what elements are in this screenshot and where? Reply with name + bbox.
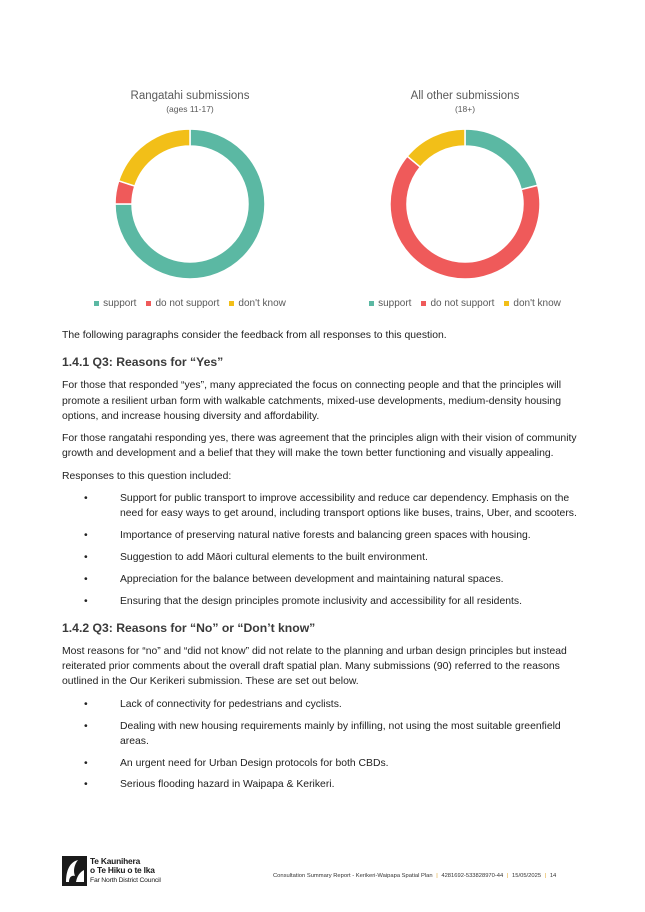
list-item-text: Lack of connectivity for pedestrians and cyclists. <box>120 698 342 710</box>
bullet-icon: • <box>84 551 88 563</box>
list-item <box>62 594 592 609</box>
bullet-icon: • <box>84 779 88 791</box>
list-item <box>62 777 592 792</box>
page-footer <box>0 850 645 900</box>
footer-doc-info: Consultation Summary Report - Kerikeri-Waipapa Spatial Plan | 4281692-533828970-44 | 15/05/2025 | 14 <box>273 873 557 879</box>
intro-paragraph: The following paragraphs consider the feedback from all responses to this question. <box>62 330 447 341</box>
bullet-icon: • <box>84 573 88 585</box>
chart-title: Rangatahi submissions <box>130 90 250 102</box>
list-item <box>62 550 592 565</box>
list-item <box>62 697 592 712</box>
section-heading-no: 1.4.2 Q3: Reasons for “No” or “Don’t know” <box>62 620 316 635</box>
list-item <box>62 756 592 771</box>
paragraph: For those that responded “yes”, many appreciated the focus on connecting people and that the principles will promote a resilient urban form with walkable catchments, mixed-use developments, medium-density housing options, and increase housing diversity and affordability. <box>62 380 562 422</box>
legend-swatch <box>229 301 234 306</box>
chart-all-other <box>335 90 595 309</box>
legend-item-do-not-support <box>146 298 219 309</box>
legend-label: don't know <box>238 298 286 309</box>
legend-swatch <box>146 301 151 306</box>
legend-item-support <box>369 298 411 309</box>
donut-chart-all-other <box>385 124 545 284</box>
legend-item-dont-know <box>229 298 286 309</box>
list-item-text: Importance of preserving natural native forests and balancing green spaces with housing. <box>120 530 531 542</box>
body-content <box>62 328 592 799</box>
list-item <box>62 528 592 543</box>
bullet-icon: • <box>84 595 88 607</box>
legend-label: don't know <box>513 298 561 309</box>
bullet-icon: • <box>84 720 88 732</box>
charts-row <box>0 90 645 330</box>
chart-rangatahi <box>60 90 320 309</box>
list-item <box>62 572 592 587</box>
chart-subtitle: (ages 11-17) <box>166 104 214 114</box>
list-item-text: An urgent need for Urban Design protocols for both CBDs. <box>120 757 389 769</box>
chart-subtitle: (18+) <box>454 104 476 114</box>
legend-label: do not support <box>430 298 495 309</box>
footer-date: 15/05/2025 <box>512 873 542 879</box>
bullet-list-yes <box>62 491 592 609</box>
chart-title: All other submissions <box>410 90 520 102</box>
council-logo <box>62 856 161 886</box>
legend-swatch <box>369 301 374 306</box>
list-item <box>62 491 592 522</box>
donut-slice-don-t-know <box>407 129 465 167</box>
bullet-icon: • <box>84 698 88 710</box>
donut-slice-don-t-know <box>119 129 190 186</box>
bullet-icon: • <box>84 757 88 769</box>
paragraph: For those rangatahi responding yes, there was agreement that the principles align with their vision of community growth and development and a belief that they will make the town better functioning and visually appealing. <box>62 433 577 460</box>
council-logo-text <box>90 857 161 886</box>
bullet-icon: • <box>84 493 88 505</box>
logo-line: Far North District Council <box>90 876 161 884</box>
legend-swatch <box>421 301 426 306</box>
bullet-icon: • <box>84 530 88 542</box>
chart-legend <box>60 298 320 309</box>
legend-swatch <box>504 301 509 306</box>
legend-label: support <box>103 298 137 309</box>
legend-item-support <box>94 298 136 309</box>
legend-label: support <box>378 298 412 309</box>
logo-line: o Te Hiku o te Ika <box>90 865 155 876</box>
paragraph: Responses to this question included: <box>62 470 232 482</box>
list-item-text: Serious flooding hazard in Waipapa & Kerikeri. <box>120 779 335 791</box>
list-item-text: Ensuring that the design principles promote inclusivity and accessibility for all residents. <box>120 595 522 607</box>
footer-doc-ref: 4281692-533828970-44 <box>441 873 504 879</box>
legend-label: do not support <box>155 298 220 309</box>
chart-legend <box>335 298 595 309</box>
list-item <box>62 719 592 750</box>
council-logo-icon <box>62 856 87 886</box>
bullet-list-no <box>62 697 592 793</box>
legend-swatch <box>94 301 99 306</box>
page-number: 14 <box>549 873 557 879</box>
legend-item-do-not-support <box>421 298 494 309</box>
legend-item-dont-know <box>504 298 561 309</box>
list-item-text: Appreciation for the balance between development and maintaining natural spaces. <box>120 573 504 585</box>
logo-line: Te Kaunihera <box>90 855 141 866</box>
footer-doc-title: Consultation Summary Report - Kerikeri-Waipapa Spatial Plan <box>273 873 433 879</box>
list-item-text: Suggestion to add Māori cultural elements to the built environment. <box>120 551 428 563</box>
paragraph: Most reasons for “no” and “did not know” did not relate to the planning and urban design principles but instead reiterated prior comments about the overall draft spatial plan. Many submissions (90) referred to the reasons outlined in the Our Kerikeri submission. These are set out below. <box>62 645 567 688</box>
donut-chart-rangatahi <box>110 124 270 284</box>
list-item-text: Support for public transport to improve accessibility and reduce car dependency. Emphasis on the need for easy ways to get around, including transport options like buses, trains, Uber, and scooters. <box>120 493 577 520</box>
section-heading-yes: 1.4.1 Q3: Reasons for “Yes” <box>62 355 224 370</box>
list-item-text: Dealing with new housing requirements mainly by infilling, not using the most suitable greenfield areas. <box>120 720 561 747</box>
donut-slice-support <box>465 129 538 190</box>
